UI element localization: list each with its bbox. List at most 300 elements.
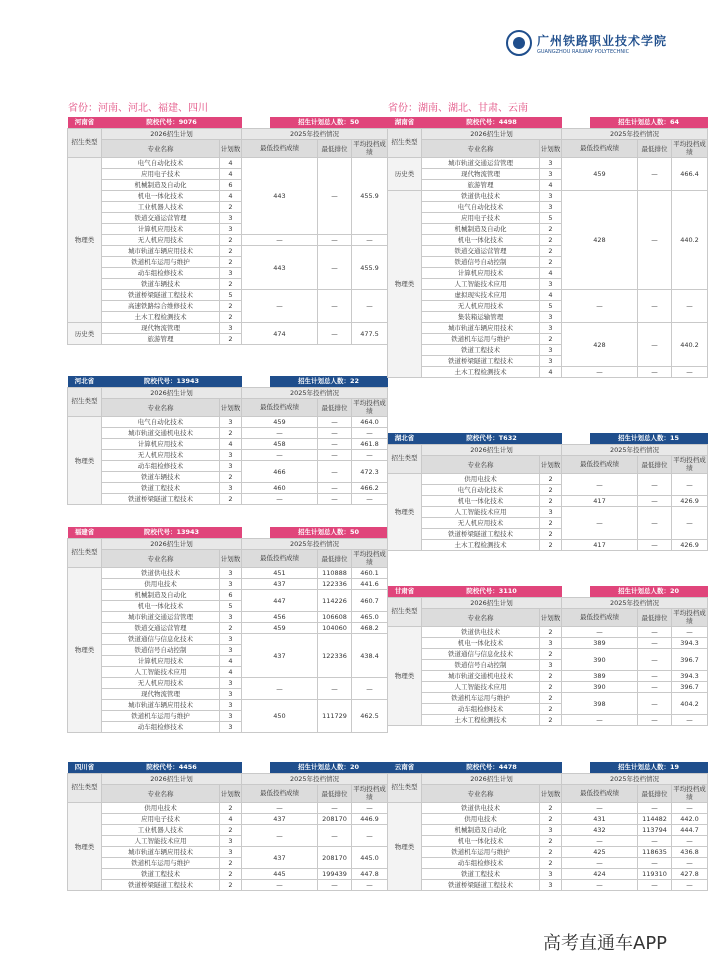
major-name: 机电一体化技术	[422, 235, 540, 246]
table-row	[388, 158, 708, 169]
major-name: 供用电技术	[102, 803, 220, 814]
plan-total: 招生计划总人数：20	[590, 586, 708, 598]
enroll-type-cell: 历史类	[68, 323, 102, 345]
major-name: 无人机应用技术	[102, 450, 220, 461]
major-name: 铁道机车运用与维护	[102, 858, 220, 869]
major-name: 人工智能技术应用	[422, 279, 540, 290]
school-code: 院校代号：4456	[102, 762, 242, 774]
min-score: —	[562, 507, 638, 540]
major-name: 机械制造及自动化	[102, 180, 220, 191]
plan-count: 2	[540, 693, 562, 704]
table-row	[388, 836, 708, 847]
table-row	[68, 825, 388, 836]
avg-score-header: 平均投档成绩	[353, 785, 386, 801]
plan-count: 3	[220, 483, 242, 494]
plan-count: 3	[220, 268, 242, 279]
min-score: —	[562, 836, 638, 847]
major-name: 铁道桥梁隧道工程技术	[422, 356, 540, 367]
major-name: 供用电技术	[422, 814, 540, 825]
min-rank: —	[318, 417, 352, 428]
min-score-header: 最低投档成绩	[242, 550, 318, 568]
major-header: 专业名称	[102, 550, 220, 568]
min-rank: —	[638, 158, 672, 191]
plan-count: 3	[540, 660, 562, 671]
major-name: 铁道信号自动控制	[102, 645, 220, 656]
min-score: 443	[242, 246, 318, 290]
plan-count: 2	[220, 312, 242, 323]
enroll-type-cell: 历史类	[388, 158, 422, 191]
plan-count: 3	[220, 836, 242, 847]
min-score-header: 最低投档成绩	[562, 785, 638, 803]
min-rank: —	[638, 323, 672, 367]
enroll-type-cell: 物理类	[388, 474, 422, 551]
major-name: 铁道机车运用与维护	[422, 334, 540, 345]
avg-score: —	[672, 290, 708, 323]
provinces-caption-right: 省份：湖南、湖北、甘肃、云南	[388, 103, 528, 114]
plan-total: 招生计划总人数：19	[590, 762, 708, 774]
major-name: 应用电子技术	[422, 213, 540, 224]
major-name: 计算机应用技术	[102, 656, 220, 667]
school-code: 院校代号：3110	[422, 586, 562, 598]
table-row	[388, 858, 708, 869]
table-row	[388, 803, 708, 814]
band-gap	[562, 117, 590, 129]
major-name: 铁道车辆技术	[102, 472, 220, 483]
avg-score: 466.2	[352, 483, 388, 494]
min-rank: 106608	[318, 612, 352, 623]
major-name: 铁道交通运营管理	[422, 246, 540, 257]
avg-score: 436.8	[672, 847, 708, 858]
major-header: 专业名称	[422, 140, 540, 158]
plan-count: 3	[220, 711, 242, 722]
min-score: 437	[242, 814, 318, 825]
avg-score: 455.9	[352, 158, 388, 235]
plan-count: 3	[220, 722, 242, 733]
count-header: 计划数	[540, 785, 562, 803]
plan-count: 3	[540, 345, 562, 356]
major-name: 现代物流管理	[102, 323, 220, 334]
plan-2026-header: 2026招生计划	[422, 129, 562, 140]
min-score: —	[562, 880, 638, 891]
plan-2026-header: 2026招生计划	[102, 539, 242, 550]
plan-count: 3	[540, 638, 562, 649]
min-score: 450	[242, 700, 318, 733]
min-rank: —	[638, 649, 672, 671]
min-rank: —	[318, 494, 352, 505]
plan-count: 3	[540, 356, 562, 367]
min-score: —	[562, 474, 638, 496]
min-rank: —	[318, 803, 352, 814]
plan-count: 4	[220, 656, 242, 667]
plan-count: 2	[220, 494, 242, 505]
min-rank-header: 最低排位	[638, 609, 672, 627]
result-2025-header: 2025年投档情况	[242, 774, 388, 785]
min-score: —	[562, 858, 638, 869]
enroll-type-header: 招生类型	[68, 774, 102, 803]
plan-count: 2	[220, 803, 242, 814]
plan-count: 4	[540, 290, 562, 301]
major-name: 土木工程检测技术	[102, 312, 220, 323]
plan-count: 3	[540, 158, 562, 169]
major-header: 专业名称	[102, 140, 220, 158]
min-rank: 104060	[318, 623, 352, 634]
min-rank-header: 最低排位	[318, 399, 352, 417]
table-row	[68, 579, 388, 590]
plan-count: 3	[540, 869, 562, 880]
min-score: 390	[562, 649, 638, 671]
table-row	[68, 678, 388, 689]
plan-count: 2	[220, 825, 242, 836]
result-2025-header: 2025年投档情况	[562, 598, 708, 609]
plan-count: 3	[220, 847, 242, 858]
plan-count: 3	[540, 312, 562, 323]
enroll-type-cell: 物理类	[68, 158, 102, 323]
avg-score: 442.0	[672, 814, 708, 825]
min-score: —	[242, 678, 318, 700]
plan-count: 3	[220, 689, 242, 700]
plan-count: 2	[540, 682, 562, 693]
province-table-hubei	[387, 433, 707, 551]
plan-count: 6	[220, 180, 242, 191]
result-2025-header: 2025年投档情况	[562, 774, 708, 785]
plan-count: 4	[540, 180, 562, 191]
plan-count: 4	[220, 169, 242, 180]
plan-count: 2	[540, 704, 562, 715]
table-row	[68, 461, 388, 472]
min-score: 428	[562, 323, 638, 367]
min-score: 431	[562, 814, 638, 825]
major-name: 电气自动化技术	[102, 417, 220, 428]
avg-score: 472.3	[352, 461, 388, 483]
major-name: 电气自动化技术	[102, 158, 220, 169]
min-score: 424	[562, 869, 638, 880]
count-header: 计划数	[540, 456, 562, 474]
province-table-hebei	[67, 376, 387, 505]
table-row	[388, 869, 708, 880]
enroll-type-header: 招生类型	[388, 445, 422, 474]
avg-score: 468.2	[352, 623, 388, 634]
avg-score: 460.1	[352, 568, 388, 579]
plan-count: 3	[540, 825, 562, 836]
avg-score: 440.2	[672, 323, 708, 367]
school-code: 院校代号：4478	[422, 762, 562, 774]
plan-count: 3	[540, 507, 562, 518]
avg-score-header: 平均投档成绩	[673, 456, 706, 472]
min-rank: —	[318, 323, 352, 345]
band-gap	[242, 117, 270, 129]
table-row	[68, 158, 388, 169]
min-score: 445	[242, 869, 318, 880]
result-2025-header: 2025年投档情况	[242, 539, 388, 550]
avg-score: 394.3	[672, 638, 708, 649]
major-name: 铁道桥梁隧道工程技术	[422, 880, 540, 891]
min-score-header: 最低投档成绩	[562, 609, 638, 627]
major-name: 工业机器人技术	[102, 202, 220, 213]
enroll-type-cell: 物理类	[68, 417, 102, 505]
min-rank: —	[318, 483, 352, 494]
major-name: 机电一体化技术	[422, 638, 540, 649]
plan-2026-header: 2026招生计划	[422, 598, 562, 609]
min-rank: —	[318, 461, 352, 483]
table-row	[388, 847, 708, 858]
min-rank-header: 最低排位	[638, 140, 672, 158]
plan-count: 2	[220, 428, 242, 439]
min-score: 432	[562, 825, 638, 836]
table-row	[68, 590, 388, 601]
table-row	[388, 367, 708, 378]
avg-score: 461.8	[352, 439, 388, 450]
table-row	[388, 638, 708, 649]
min-score-header: 最低投档成绩	[562, 140, 638, 158]
school-name: 广州铁路职业技术学院	[537, 33, 668, 48]
plan-count: 2	[540, 803, 562, 814]
table-row	[68, 814, 388, 825]
avg-score: 404.2	[672, 693, 708, 715]
major-header: 专业名称	[422, 785, 540, 803]
avg-score: —	[352, 880, 388, 891]
table-row	[68, 612, 388, 623]
province-table-fujian	[67, 527, 387, 733]
table-row	[388, 682, 708, 693]
plan-total: 招生计划总人数：50	[270, 117, 388, 129]
min-score: —	[242, 428, 318, 439]
min-score: 456	[242, 612, 318, 623]
plan-count: 2	[540, 649, 562, 660]
major-name: 铁道工程技术	[422, 345, 540, 356]
major-name: 供用电技术	[422, 474, 540, 485]
count-header: 计划数	[220, 785, 242, 803]
min-score: 459	[562, 158, 638, 191]
table-row	[68, 439, 388, 450]
plan-count: 5	[220, 601, 242, 612]
table-row	[388, 649, 708, 660]
plan-count: 2	[540, 518, 562, 529]
avg-score: 455.9	[352, 246, 388, 290]
avg-score: —	[672, 627, 708, 638]
avg-score: 460.7	[352, 590, 388, 612]
min-score: 417	[562, 496, 638, 507]
table-row	[388, 290, 708, 301]
min-score: 437	[242, 847, 318, 869]
province-table-yunnan	[387, 762, 707, 891]
min-score: 458	[242, 439, 318, 450]
min-rank: —	[638, 496, 672, 507]
major-name: 城市轨道车辆应用技术	[102, 700, 220, 711]
plan-count: 3	[540, 880, 562, 891]
min-score: —	[242, 235, 318, 246]
min-score: —	[562, 803, 638, 814]
table-row	[68, 450, 388, 461]
plan-count: 3	[220, 213, 242, 224]
plan-count: 2	[220, 202, 242, 213]
plan-count: 2	[540, 529, 562, 540]
major-name: 铁道桥梁隧道工程技术	[102, 290, 220, 301]
plan-2026-header: 2026招生计划	[102, 774, 242, 785]
min-score: —	[242, 825, 318, 847]
min-score: 390	[562, 682, 638, 693]
province-table-hunan	[387, 117, 707, 378]
min-rank: 114482	[638, 814, 672, 825]
plan-count: 2	[540, 671, 562, 682]
plan-total: 招生计划总人数：20	[270, 762, 388, 774]
min-score: —	[562, 715, 638, 726]
enroll-type-header: 招生类型	[68, 129, 102, 158]
plan-count: 6	[220, 590, 242, 601]
province-table-gansu	[387, 586, 707, 726]
major-header: 专业名称	[102, 785, 220, 803]
min-score: —	[562, 367, 638, 378]
min-score: —	[562, 627, 638, 638]
min-rank-header: 最低排位	[638, 785, 672, 803]
enroll-type-cell: 物理类	[388, 627, 422, 726]
major-name: 计算机应用技术	[422, 268, 540, 279]
major-name: 无人机应用技术	[102, 235, 220, 246]
table-row	[68, 634, 388, 645]
min-rank: —	[638, 693, 672, 715]
table-row	[68, 623, 388, 634]
table-row	[68, 323, 388, 334]
plan-count: 2	[220, 472, 242, 483]
avg-score: —	[352, 428, 388, 439]
enroll-type-cell: 物理类	[388, 803, 422, 891]
school-code: 院校代号：13943	[102, 527, 242, 539]
major-name: 铁道供电技术	[422, 191, 540, 202]
plan-count: 4	[220, 158, 242, 169]
plan-count: 3	[220, 700, 242, 711]
major-name: 工业机器人技术	[102, 825, 220, 836]
major-name: 计算机应用技术	[102, 224, 220, 235]
min-rank: 114226	[318, 590, 352, 612]
avg-score: —	[352, 494, 388, 505]
count-header: 计划数	[220, 550, 242, 568]
plan-count: 2	[540, 224, 562, 235]
plan-count: 2	[220, 246, 242, 257]
major-name: 现代物流管理	[422, 169, 540, 180]
major-name: 动车组检修技术	[422, 858, 540, 869]
plan-count: 2	[220, 279, 242, 290]
plan-2026-header: 2026招生计划	[102, 129, 242, 140]
plan-count: 3	[220, 450, 242, 461]
band-gap	[562, 433, 590, 445]
min-score-header: 最低投档成绩	[242, 140, 318, 158]
min-rank: —	[638, 474, 672, 496]
plan-count: 2	[220, 623, 242, 634]
major-name: 铁道工程技术	[422, 869, 540, 880]
plan-count: 4	[220, 191, 242, 202]
min-rank: 110888	[318, 568, 352, 579]
min-rank: —	[638, 682, 672, 693]
enroll-type-cell: 物理类	[68, 568, 102, 733]
avg-score: —	[672, 367, 708, 378]
province-name: 河南省	[68, 117, 102, 129]
min-rank-header: 最低排位	[318, 140, 352, 158]
min-rank: —	[638, 671, 672, 682]
province-table-henan	[67, 117, 387, 345]
min-rank-header: 最低排位	[318, 785, 352, 803]
table-row	[68, 494, 388, 505]
major-name: 城市轨道交通运营管理	[422, 158, 540, 169]
plan-count: 3	[220, 461, 242, 472]
major-name: 虚拟现实技术应用	[422, 290, 540, 301]
provinces-caption-left: 省份：河南、河北、福建、四川	[68, 103, 208, 114]
min-rank: 122336	[318, 579, 352, 590]
plan-2026-header: 2026招生计划	[102, 388, 242, 399]
plan-count: 3	[220, 612, 242, 623]
major-name: 铁道供电技术	[422, 803, 540, 814]
count-header: 计划数	[220, 399, 242, 417]
avg-score: 427.8	[672, 869, 708, 880]
min-score: —	[242, 290, 318, 323]
min-score: —	[562, 290, 638, 323]
major-name: 铁道车辆技术	[102, 279, 220, 290]
min-score: —	[242, 450, 318, 461]
plan-count: 4	[220, 439, 242, 450]
major-name: 机械制造及自动化	[422, 825, 540, 836]
result-2025-header: 2025年投档情况	[562, 129, 708, 140]
major-name: 动车组检修技术	[102, 722, 220, 733]
avg-score-header: 平均投档成绩	[353, 550, 386, 566]
plan-count: 2	[540, 836, 562, 847]
min-rank: 199439	[318, 869, 352, 880]
major-name: 城市轨道交通机电技术	[422, 671, 540, 682]
min-score: 437	[242, 634, 318, 678]
major-name: 集装箱运输管理	[422, 312, 540, 323]
province-name: 云南省	[388, 762, 422, 774]
major-name: 计算机应用技术	[102, 439, 220, 450]
table-row	[388, 496, 708, 507]
table-row	[388, 191, 708, 202]
school-code: 院校代号：T632	[422, 433, 562, 445]
plan-total: 招生计划总人数：22	[270, 376, 388, 388]
result-2025-header: 2025年投档情况	[242, 129, 388, 140]
major-name: 动车组检修技术	[102, 461, 220, 472]
plan-count: 2	[220, 869, 242, 880]
avg-score: —	[352, 803, 388, 814]
plan-count: 2	[220, 301, 242, 312]
table-row	[68, 483, 388, 494]
plan-count: 3	[540, 279, 562, 290]
min-rank: —	[318, 246, 352, 290]
min-rank: —	[638, 638, 672, 649]
plan-count: 3	[540, 191, 562, 202]
plan-count: 3	[540, 202, 562, 213]
table-row	[388, 507, 708, 518]
major-name: 城市轨道车辆应用技术	[102, 847, 220, 858]
avg-score: 462.5	[352, 700, 388, 733]
province-name: 河北省	[68, 376, 102, 388]
min-rank: —	[318, 235, 352, 246]
min-rank: —	[638, 715, 672, 726]
school-code: 院校代号：9076	[102, 117, 242, 129]
avg-score: —	[672, 836, 708, 847]
major-name: 机电一体化技术	[422, 836, 540, 847]
table-row	[388, 880, 708, 891]
plan-count: 3	[220, 417, 242, 428]
watermark-app-name: 高考直通车APP	[543, 933, 668, 954]
min-rank: —	[638, 290, 672, 323]
enroll-type-header: 招生类型	[388, 129, 422, 158]
major-name: 土木工程检测技术	[422, 367, 540, 378]
school-code: 院校代号：4498	[422, 117, 562, 129]
avg-score: 477.5	[352, 323, 388, 345]
major-name: 机电一体化技术	[102, 191, 220, 202]
plan-count: 4	[540, 268, 562, 279]
min-score: —	[242, 803, 318, 814]
avg-score-header: 平均投档成绩	[673, 140, 706, 156]
plan-count: 2	[540, 334, 562, 345]
major-name: 机械制造及自动化	[422, 224, 540, 235]
plan-total: 招生计划总人数：50	[270, 527, 388, 539]
